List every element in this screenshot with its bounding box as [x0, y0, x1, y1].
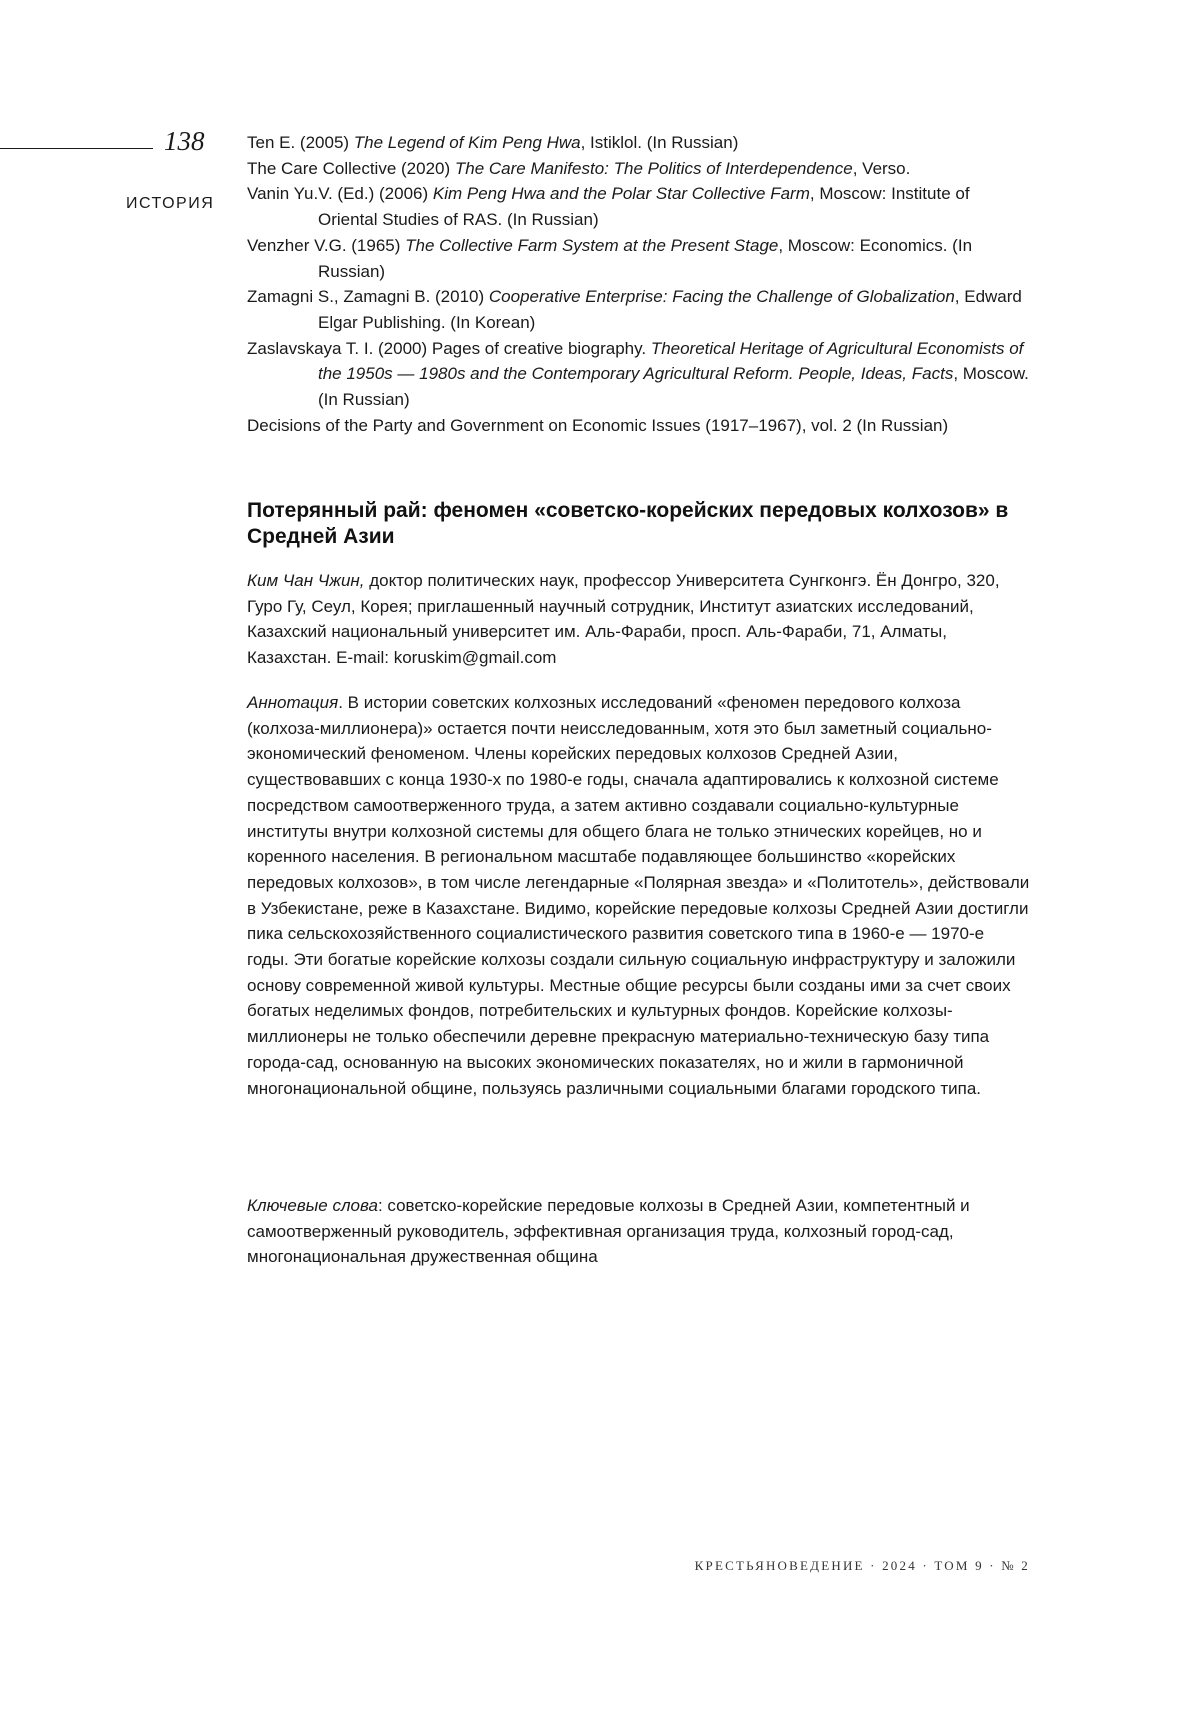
reference-item: Zaslavskaya T. I. (2000) Pages of creative biography. Theoretical Heritage of Agricultural Economists of the 1950s — 1980s and the Contemporary Agricultural Reform. People, Ideas, Facts, Moscow. (In Russian) [247, 336, 1030, 413]
author-info [247, 568, 1030, 671]
abstract-label: Аннотация [247, 693, 338, 712]
reference-item: Venzher V.G. (1965) The Collective Farm System at the Present Stage, Moscow: Economics. (In Russian) [247, 233, 1030, 284]
section-label: ИСТОРИЯ [126, 194, 214, 214]
journal-footer: КРЕСТЬЯНОВЕДЕНИЕ · 2024 · ТОМ 9 · № 2 [650, 1558, 1030, 1574]
keywords [247, 1193, 1030, 1270]
keywords-label: Ключевые слова [247, 1196, 378, 1215]
author-name: Ким Чан Чжин, [247, 571, 365, 590]
abstract [247, 690, 1030, 1101]
reference-list [247, 130, 1030, 438]
reference-item: The Care Collective (2020) The Care Manifesto: The Politics of Interdependence, Verso. [247, 156, 1030, 182]
reference-item: Zamagni S., Zamagni B. (2010) Cooperative Enterprise: Facing the Challenge of Globalization, Edward Elgar Publishing. (In Korean) [247, 284, 1030, 335]
reference-item: Vanin Yu.V. (Ed.) (2006) Kim Peng Hwa and the Polar Star Collective Farm, Moscow: Institute of Oriental Studies of RAS. (In Russian) [247, 181, 1030, 232]
author-affiliation: доктор политических наук, профессор Университета Сунгконгэ. Ён Донгро, 320, Гуро Гу, Сеул, Корея; приглашенный научный сотрудник, Институт азиатских исследований, Казахский национальный университет им. Аль-Фараби, просп. Аль-Фараби, 71, Алматы, Казахстан. E-mail: koruskim@gmail.com [247, 571, 1000, 667]
abstract-text: . В истории советских колхозных исследований «феномен передового колхоза (колхоза-миллионера)» остается почти неисследованным, хотя это был заметный социально-экономический феноменом. Члены корейских передовых колхозов Средней Азии, существовавших с конца 1930-х по 1980-е годы, сначала адаптировались к колхозной системе посредством самоотверженного труда, а затем активно создавали социально-культурные институты внутри колхозной системы для общего блага не только этнических корейцев, но и коренного населения. В региональном масштабе подавляющее большинство «корейских передовых колхозов», в том числе легендарные «Полярная звезда» и «Политотель», действовали в Узбекистане, реже в Казахстане. Видимо, корейские передовые колхозы Средней Азии достигли пика сельскохозяйственного социалистического развития советского типа в 1960-е — 1970-е годы. Эти богатые корейские колхозы создали сильную социальную инфраструктуру и заложили основу современной живой культуры. Местные общие ресурсы были созданы ими за счет своих богатых неделимых фондов, потребительских и культурных фондов. Корейские колхозы-миллионеры не только обеспечили деревне прекрасную материально-техническую базу типа города-сад, основанную на высоких экономических показателях, но и жили в гармоничной многонациональной общине, пользуясь различными социальными благами городского типа. [247, 693, 1029, 1098]
page-number: 138 [164, 126, 205, 156]
margin-rule [0, 148, 153, 149]
reference-item: Ten E. (2005) The Legend of Kim Peng Hwa, Istiklol. (In Russian) [247, 130, 1030, 156]
reference-item: Decisions of the Party and Government on Economic Issues (1917–1967), vol. 2 (In Russian) [247, 413, 1030, 439]
article-title: Потерянный рай: феномен «советско-корейских передовых колхозов» в Средней Азии [247, 498, 1030, 550]
keywords-text: : советско-корейские передовые колхозы в Средней Азии, компетентный и самоотверженный руководитель, эффективная организация труда, колхозный город-сад, многонациональная дружественная община [247, 1196, 970, 1266]
